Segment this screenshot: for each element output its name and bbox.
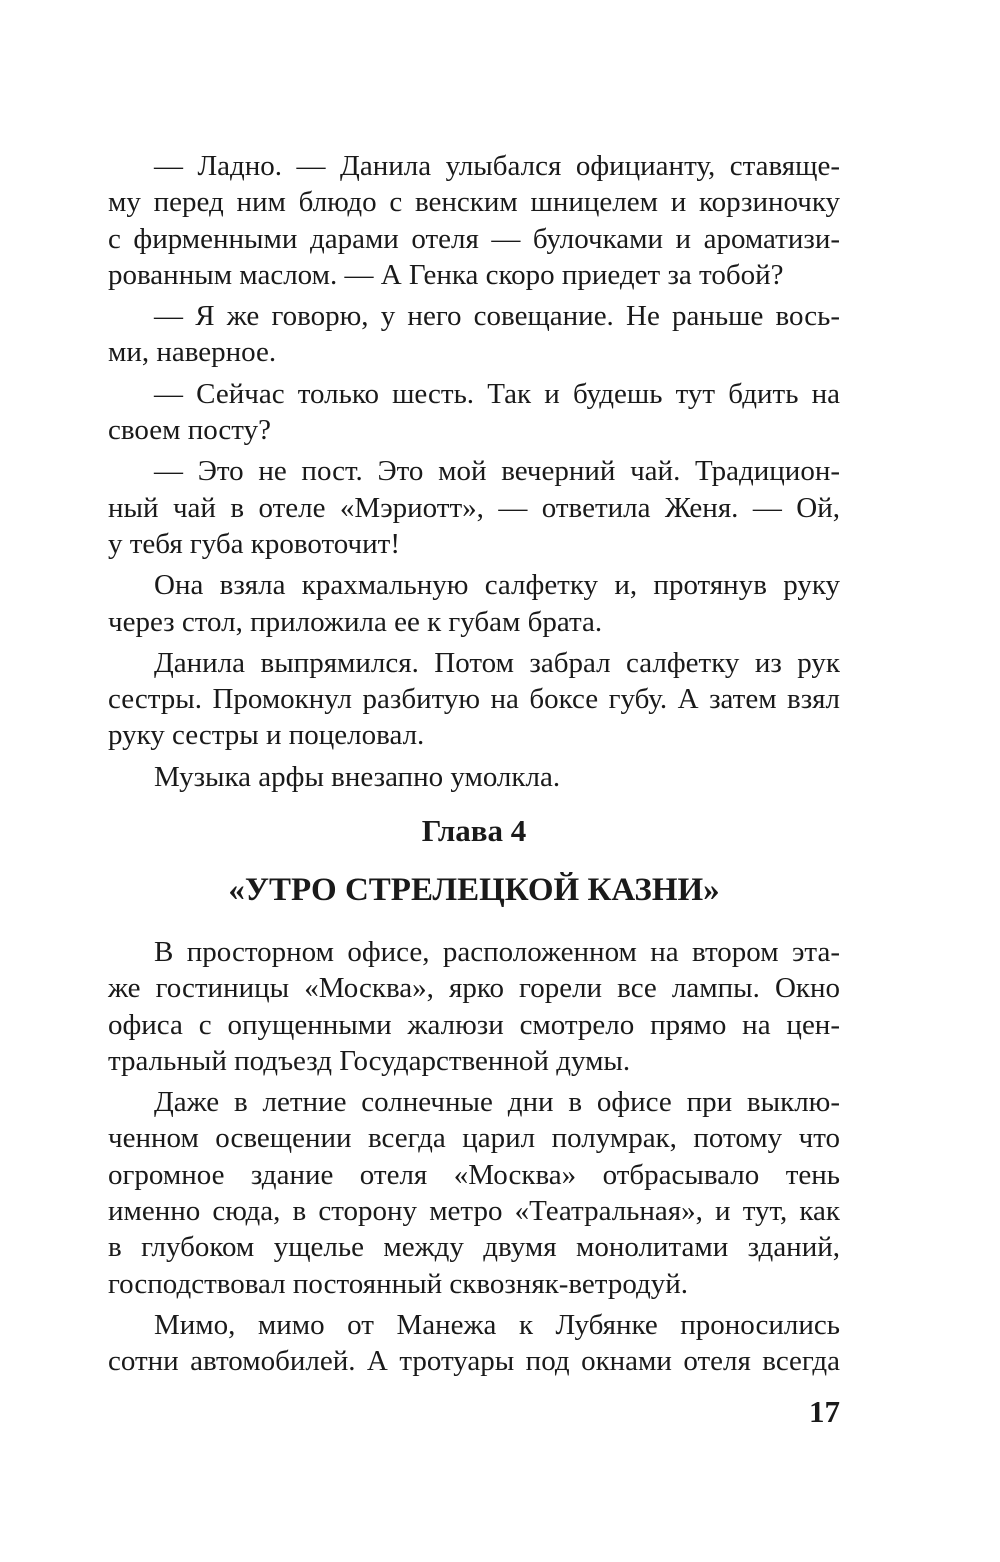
text-line: му перед ним блюдо с венским шницелем и корзиночку <box>108 186 840 219</box>
text-line: с фирменными дарами отеля — булочками и ароматизи- <box>108 222 840 255</box>
paragraph <box>108 645 840 754</box>
text-line: ченном освещении всегда царил полумрак, потому что <box>108 1122 840 1155</box>
paragraph <box>108 298 840 371</box>
text-line: ми, наверное. <box>108 336 277 369</box>
text-line: офиса с опущенными жалюзи смотрело прямо на цен- <box>108 1008 840 1041</box>
text-line: Данила выпрямился. Потом забрал салфетку из рук <box>154 646 840 679</box>
text-line: Мимо, мимо от Манежа к Лубянке проносились <box>154 1308 840 1341</box>
paragraph <box>108 148 840 293</box>
text-line: тральный подъезд Государственной думы. <box>108 1044 631 1077</box>
text-line: рованным маслом. — А Генка скоро приедет за тобой? <box>108 258 784 291</box>
text-line: Даже в летние солнечные дни в офисе при выклю- <box>154 1086 840 1119</box>
text-line: — Сейчас только шесть. Так и будешь тут бдить на <box>154 377 840 410</box>
page <box>108 148 840 1378</box>
text-line: Музыка арфы внезапно умолкла. <box>154 760 561 793</box>
text-line: — Ладно. — Данила улыбался официанту, ставяще- <box>154 150 840 182</box>
page-number: 17 <box>809 1394 840 1429</box>
text-block-before-chapter <box>108 148 840 795</box>
paragraph <box>108 759 840 795</box>
paragraph <box>108 567 840 640</box>
text-line: именно сюда, в сторону метро «Театральная», и тут, как <box>108 1195 840 1228</box>
text-line: В просторном офисе, расположенном на втором эта- <box>154 936 840 968</box>
text-line: господствовал постоянный сквозняк-ветродуй. <box>108 1267 689 1300</box>
paragraph <box>108 376 840 449</box>
text-line: сотни автомобилей. А тротуары под окнами отеля всегда <box>108 1345 840 1378</box>
paragraph <box>108 1307 840 1380</box>
text-line: огромное здание отеля «Москва» отбрасывало тень <box>108 1158 840 1191</box>
chapter-title: «УТРО СТРЕЛЕЦКОЙ КАЗНИ» <box>228 872 720 908</box>
chapter-number: Глава 4 <box>421 813 527 848</box>
text-block-after-chapter <box>108 934 840 1385</box>
paragraph <box>108 453 840 562</box>
text-line: Она взяла крахмальную салфетку и, протянув руку <box>154 569 840 602</box>
paragraph <box>108 934 840 1079</box>
text-line: своем посту? <box>108 414 271 447</box>
paragraph <box>108 1084 840 1302</box>
text-line: ный чай в отеле «Мэриотт», — ответила Женя. — Ой, <box>108 491 840 524</box>
text-line: же гостиницы «Москва», ярко горели все лампы. Окно <box>108 972 840 1005</box>
text-line: у тебя губа кровоточит! <box>108 527 400 560</box>
text-line: сестры. Промокнул разбитую на боксе губу. А затем взял <box>108 683 840 716</box>
text-line: через стол, приложила ее к губам брата. <box>108 605 603 638</box>
text-line: руку сестры и поцеловал. <box>108 719 425 752</box>
text-line: — Я же говорю, у него совещание. Не раньше вось- <box>154 300 840 333</box>
text-line: в глубоком ущелье между двумя монолитами зданий, <box>108 1231 840 1264</box>
text-line: — Это не пост. Это мой вечерний чай. Традицион- <box>154 455 840 488</box>
